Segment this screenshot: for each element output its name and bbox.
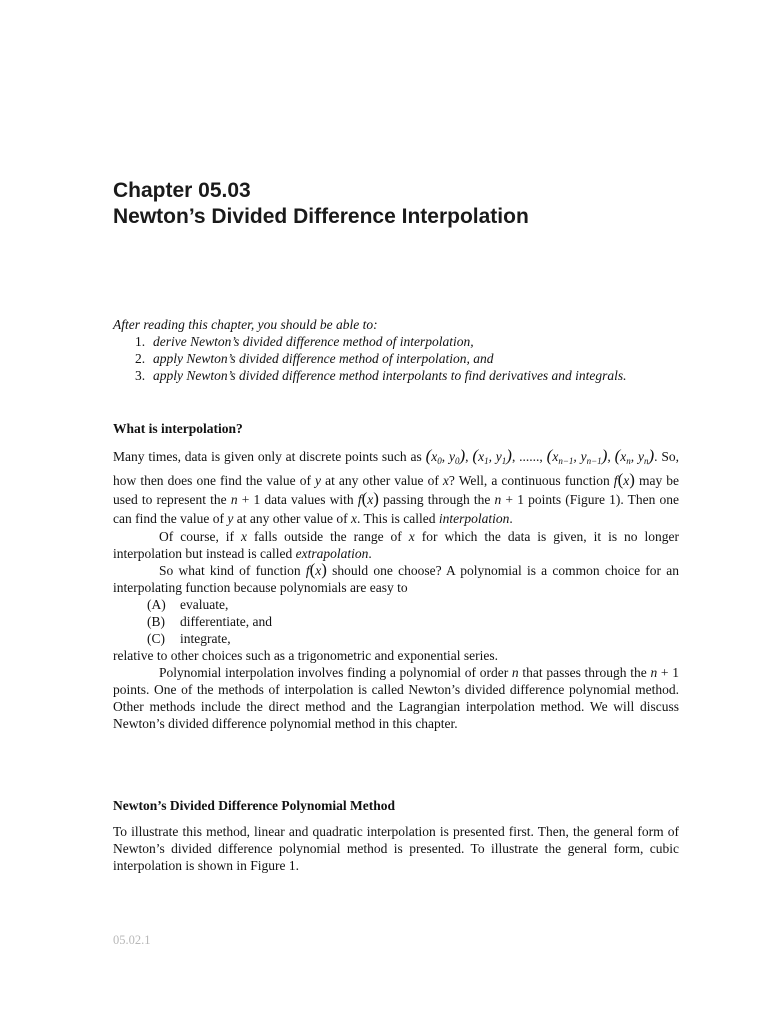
objectives-intro: After reading this chapter, you should be able to: [113, 317, 378, 332]
math-point-1: ($x_1$, $y_1$) [472, 446, 512, 466]
math-point-0: ($x_0$, $y_0$) [425, 446, 466, 466]
section-heading-divided-difference-method: Newton’s Divided Difference Polynomial Method [113, 798, 395, 813]
section-body-interpolation [113, 447, 679, 732]
math-point-n-minus-1: ($x_{n-1}$, $y_{n-1}$) [546, 446, 608, 466]
paragraph: Many times, data is given only at discrete points such as ($x_0$, $y_0$), ($x_1$, $y_1$), ......, ($x_{n-1}$, $y_{n-1}$), ($x_n$, $y_n$). So, how then does one find the value of y at any other value of x? Well, a continuous function f(x) may be used to represent the n + 1 data values with f(x) passing through the n + 1 points (Figure 1). Then one can find the value of y at any other value of x. This is called interpolation. [113, 446, 680, 526]
paragraph: To illustrate this method, linear and quadratic interpolation is presented first. Then, the general form of Newton’s divided difference polynomial method is presented. To illustrate the general form, cubic interpolation is shown in Figure 1. [113, 824, 679, 873]
polynomial-properties-list [113, 596, 679, 647]
section-heading-what-is-interpolation: What is interpolation? [113, 421, 243, 436]
chapter-heading [113, 178, 679, 230]
section-body-divided-difference [113, 823, 679, 874]
list-item: (A) evaluate, [147, 597, 229, 612]
paragraph: relative to other choices such as a trigonometric and exponential series. [113, 648, 498, 663]
learning-objectives [113, 316, 679, 384]
math-point-n: ($x_n$, $y_n$) [614, 446, 655, 466]
chapter-number: Chapter 05.03 [113, 179, 251, 202]
paragraph: Of course, if x falls outside the range of x for which the data is given, it is no longer interpolation but instead is called extrapolation. [113, 529, 680, 561]
paragraph: So what kind of function f(x) should one choose? A polynomial is a common choice for an interpolating function because polynomials are easy to [113, 560, 679, 595]
chapter-title: Newton’s Divided Difference Interpolation [113, 205, 529, 228]
objectives-list [113, 333, 679, 384]
objective-item: 2. apply Newton’s divided difference method of interpolation, and [135, 351, 494, 366]
paragraph: Polynomial interpolation involves finding a polynomial of order n that passes through the n + 1 points. One of the methods of interpolation is called Newton’s divided difference polynomial method. Other methods include the direct method and the Lagrangian interpolation method. We will discuss Newton’s divided difference polynomial method in this chapter. [113, 665, 680, 731]
list-item: (B) differentiate, and [147, 614, 272, 629]
page-number: 05.02.1 [113, 933, 151, 947]
objective-item: 3. apply Newton’s divided difference method interpolants to find derivatives and integrals. [135, 368, 627, 383]
objective-item: 1. derive Newton’s divided difference method of interpolation, [135, 334, 474, 349]
list-item: (C) integrate, [147, 631, 231, 646]
